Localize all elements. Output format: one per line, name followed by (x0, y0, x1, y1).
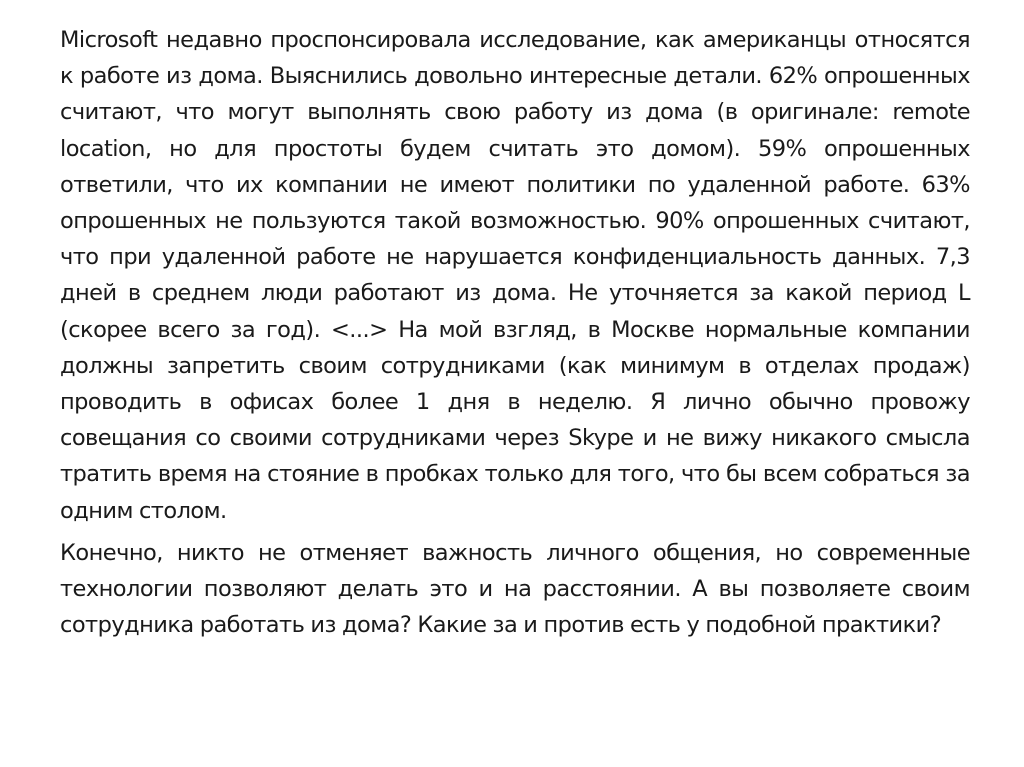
paragraph-survey: Microsoft недавно проспонсировала исследование, как американцы относятся к работе из дома. Выяснились довольно интересные детали. 62% опрошенных считают, что могут выполнять свою работу из дома (в оригинале: remote location, но для простоты будем считать это домом). 59% опрошенных ответили, что их компании не имеют политики по удаленной работе. 63% опрошенных не пользуются такой возможностью. 90% опрошенных считают, что при удаленной работе не нарушается конфиденциальность данных. 7,3 дней в среднем люди работают из дома. Не уточняется за какой период L (скорее всего за год). <...> На мой взгляд, в Москве нормальные компании должны запретить своим сотрудниками (как минимум в отделах продаж) проводить в офисах более 1 дня в неделю. Я лично обычно провожу совещания со своими сотрудниками через Skype и не вижу никакого смысла тратить время на стояние в пробках только для того, что бы всем собраться за одним столом. (60, 27, 970, 524)
paragraph-question: Конечно, никто не отменяет важность личного общения, но современные технологии позволяют делать это и на расстоянии. А вы позволяете своим сотрудника работать из дома? Какие за и против есть у подобной практики? (60, 539, 970, 639)
slide-text-body (60, 22, 970, 643)
